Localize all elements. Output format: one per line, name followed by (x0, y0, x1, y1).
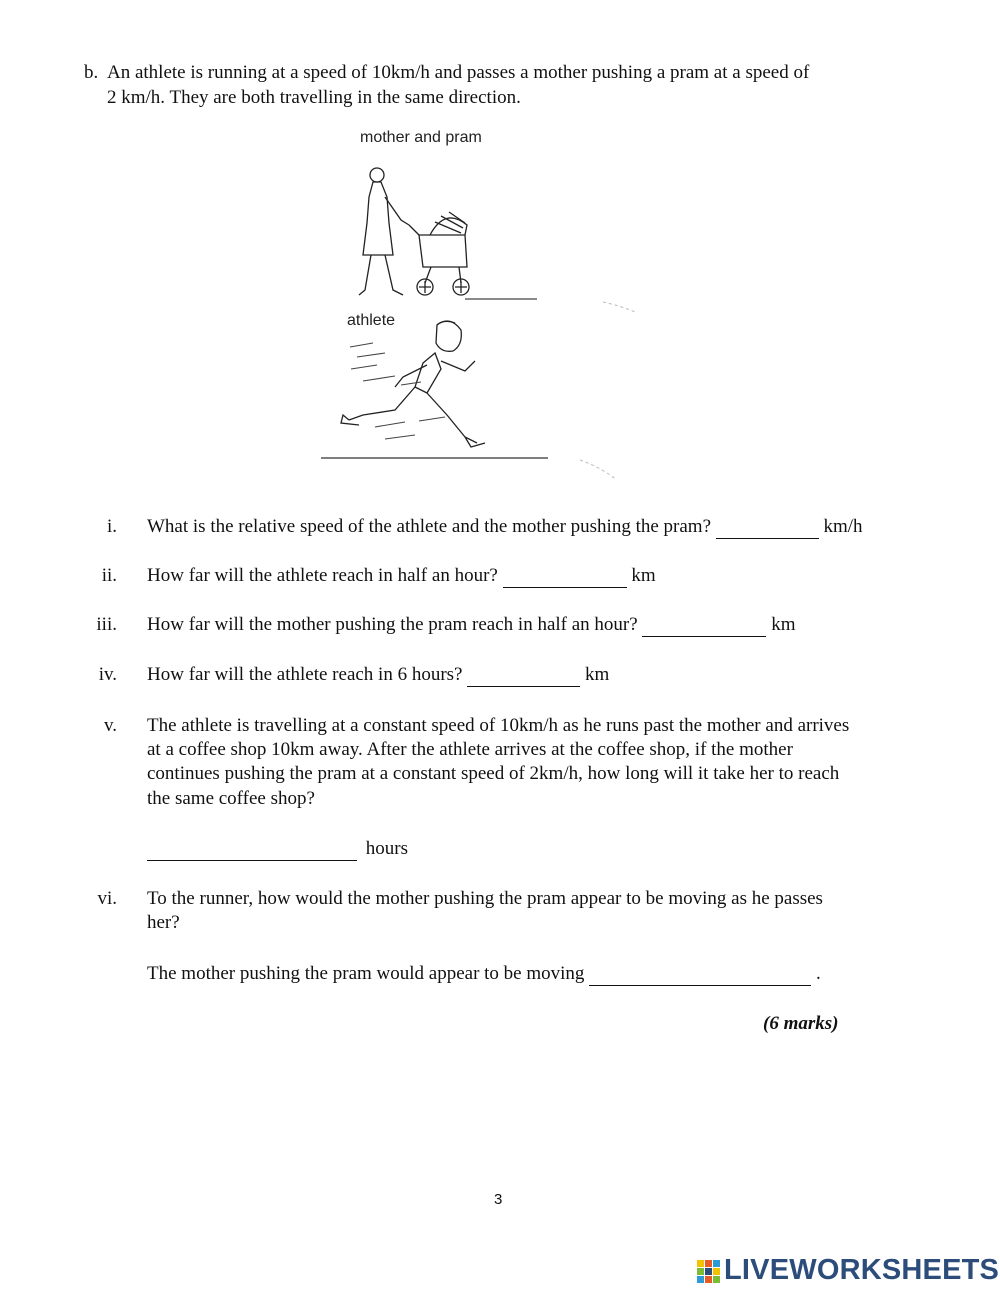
question-v-line-1: The athlete is travelling at a constant speed of 10km/h as he runs past the mother and arrives (147, 715, 850, 736)
question-number: iv. (98, 664, 117, 685)
question-vi-answer (147, 962, 821, 986)
motion-figure (315, 125, 635, 485)
answer-input-relative-speed[interactable] (716, 518, 819, 539)
answer-input-apparent-motion[interactable] (589, 965, 811, 986)
answer-input-mother-half-hour[interactable] (642, 616, 766, 637)
question-text: How far will the athlete reach in 6 hours? (147, 664, 463, 685)
scan-artifact (603, 302, 635, 355)
unit-label: km/h (823, 516, 863, 537)
question-iii (147, 613, 795, 637)
pram-figure (409, 212, 469, 295)
question-number: v. (103, 715, 117, 736)
logo-grid-icon (697, 1260, 721, 1284)
question-vi-line-2: her? (147, 912, 180, 933)
question-number: ii. (101, 565, 117, 586)
scan-artifact (580, 460, 617, 480)
question-text: How far will the mother pushing the pram reach in half an hour? (147, 614, 638, 635)
marks-label: (6 marks) (763, 1013, 839, 1034)
athlete-figure (341, 321, 485, 447)
answer-input-athlete-six-hours[interactable] (467, 666, 580, 687)
athlete-label: athlete (347, 312, 396, 329)
question-number: iii. (96, 614, 117, 635)
unit-label: hours (365, 838, 408, 859)
answer-prefix: The mother pushing the pram would appear to be moving (147, 963, 585, 984)
question-i (147, 515, 863, 539)
unit-label: km (585, 664, 610, 685)
intro-line-1: An athlete is running at a speed of 10km/h and passes a mother pushing a pram at a speed of (107, 62, 810, 83)
unit-label: km (771, 614, 796, 635)
question-text: What is the relative speed of the athlete and the mother pushing the pram? (147, 516, 711, 537)
speed-lines (350, 343, 445, 439)
question-v-line-2: at a coffee shop 10km away. After the athlete arrives at the coffee shop, if the mother (147, 739, 793, 760)
question-number: vi. (97, 888, 117, 909)
answer-suffix: . (815, 963, 821, 984)
question-v-line-4: the same coffee shop? (147, 788, 315, 809)
question-iv (147, 663, 609, 687)
answer-input-hours[interactable] (147, 840, 357, 861)
question-number: i. (106, 516, 117, 537)
mother-figure (359, 168, 409, 295)
answer-input-athlete-half-hour[interactable] (503, 567, 627, 588)
question-v-line-3: continues pushing the pram at a constant speed of 2km/h, how long will it take her to reach (147, 763, 840, 784)
mother-label: mother and pram (360, 129, 482, 146)
page-number: 3 (494, 1191, 503, 1208)
intro-line-2: 2 km/h. They are both travelling in the same direction. (107, 87, 521, 108)
liveworksheets-logo (697, 1254, 1000, 1288)
question-vi-line-1: To the runner, how would the mother pushing the pram appear to be moving as he passes (147, 888, 823, 909)
figure-drawing (315, 125, 635, 485)
intro-label: b. (84, 62, 99, 83)
question-v-answer (147, 837, 408, 861)
question-text: How far will the athlete reach in half an hour? (147, 565, 498, 586)
brand-name: LIVEWORKSHEETS (724, 1254, 1000, 1286)
question-ii (147, 564, 656, 588)
unit-label: km (631, 565, 656, 586)
